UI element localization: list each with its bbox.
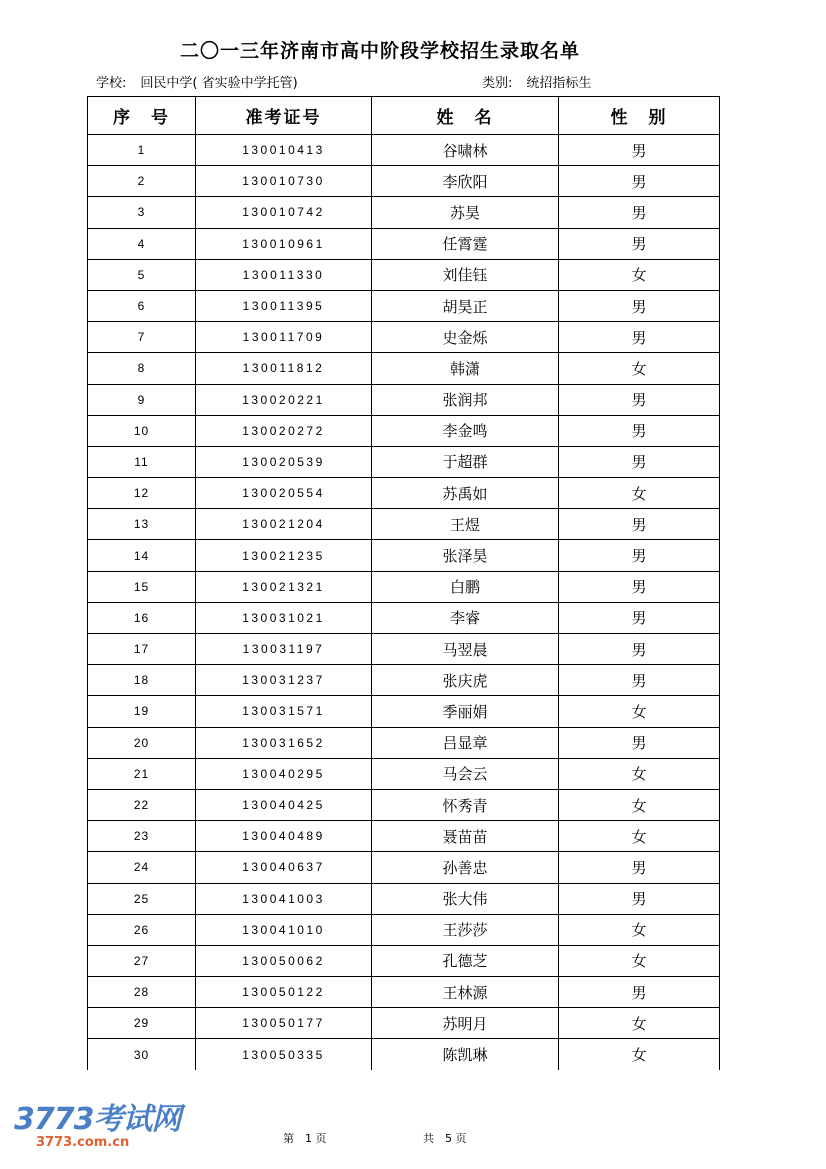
school-info (96, 72, 298, 91)
cell-name: 孙善忠 (372, 852, 559, 883)
table-row (88, 977, 720, 1008)
cell-gender: 男 (559, 571, 720, 602)
cell-exam-id: 130020272 (196, 415, 372, 446)
table-row (88, 384, 720, 415)
cell-name: 白鹏 (372, 571, 559, 602)
cell-seq: 12 (88, 478, 196, 509)
table-row (88, 696, 720, 727)
cell-gender: 男 (559, 384, 720, 415)
cell-gender: 女 (559, 945, 720, 976)
table-row (88, 415, 720, 446)
cell-name: 谷啸林 (372, 135, 559, 166)
cell-exam-id: 130021204 (196, 509, 372, 540)
cell-exam-id: 130011812 (196, 353, 372, 384)
cell-exam-id: 130040489 (196, 821, 372, 852)
category-info (482, 72, 591, 91)
table-row (88, 758, 720, 789)
cell-gender: 女 (559, 789, 720, 820)
table-row (88, 634, 720, 665)
table-row (88, 945, 720, 976)
table-row (88, 197, 720, 228)
cell-seq: 4 (88, 228, 196, 259)
table-body (88, 135, 720, 1070)
table-row (88, 259, 720, 290)
cell-gender: 男 (559, 166, 720, 197)
cell-exam-id: 130031652 (196, 727, 372, 758)
cell-name: 孔德芝 (372, 945, 559, 976)
table-row (88, 135, 720, 166)
cell-exam-id: 130050335 (196, 1039, 372, 1070)
cell-name: 于超群 (372, 446, 559, 477)
cell-seq: 17 (88, 634, 196, 665)
table-row (88, 166, 720, 197)
cell-exam-id: 130050062 (196, 945, 372, 976)
cell-name: 任霄霆 (372, 228, 559, 259)
cell-seq: 30 (88, 1039, 196, 1070)
cell-seq: 5 (88, 259, 196, 290)
cell-gender: 女 (559, 758, 720, 789)
cell-gender: 女 (559, 821, 720, 852)
cell-seq: 21 (88, 758, 196, 789)
cell-name: 苏禹如 (372, 478, 559, 509)
table-row (88, 665, 720, 696)
cell-exam-id: 130020539 (196, 446, 372, 477)
table-row (88, 1039, 720, 1070)
table-row (88, 353, 720, 384)
page-total: 共 5 页 (423, 1132, 467, 1145)
cell-seq: 27 (88, 945, 196, 976)
table-row (88, 602, 720, 633)
cell-gender: 女 (559, 259, 720, 290)
table-row (88, 322, 720, 353)
school-label: 学校: (96, 76, 127, 91)
cell-exam-id: 130031237 (196, 665, 372, 696)
cell-seq: 26 (88, 914, 196, 945)
cell-name: 胡昊正 (372, 290, 559, 321)
table-row (88, 883, 720, 914)
cell-name: 张庆虎 (372, 665, 559, 696)
table-row (88, 540, 720, 571)
cell-gender: 男 (559, 977, 720, 1008)
cell-exam-id: 130040425 (196, 789, 372, 820)
cell-seq: 8 (88, 353, 196, 384)
page-number: 第 1 页 (283, 1132, 327, 1145)
cell-name: 怀秀青 (372, 789, 559, 820)
cell-exam-id: 130020554 (196, 478, 372, 509)
cell-gender: 男 (559, 852, 720, 883)
cell-name: 王林源 (372, 977, 559, 1008)
header-name: 姓 名 (372, 97, 559, 135)
cell-name: 苏明月 (372, 1008, 559, 1039)
cell-seq: 3 (88, 197, 196, 228)
table-row (88, 852, 720, 883)
cell-name: 张泽昊 (372, 540, 559, 571)
cell-seq: 10 (88, 415, 196, 446)
cell-gender: 女 (559, 914, 720, 945)
cell-gender: 女 (559, 1039, 720, 1070)
cell-seq: 16 (88, 602, 196, 633)
cell-seq: 7 (88, 322, 196, 353)
cell-name: 王莎莎 (372, 914, 559, 945)
cell-gender: 女 (559, 478, 720, 509)
site-logo (14, 1104, 181, 1150)
cell-seq: 23 (88, 821, 196, 852)
category-label: 类别: (482, 76, 513, 91)
table-row (88, 1008, 720, 1039)
cell-name: 陈凯琳 (372, 1039, 559, 1070)
cell-name: 苏昊 (372, 197, 559, 228)
cell-gender: 男 (559, 602, 720, 633)
cell-name: 聂苗苗 (372, 821, 559, 852)
logo-main-text: 3773考试网 (14, 1102, 181, 1137)
table-row (88, 821, 720, 852)
cell-gender: 男 (559, 415, 720, 446)
cell-exam-id: 130021235 (196, 540, 372, 571)
cell-gender: 男 (559, 290, 720, 321)
cell-seq: 9 (88, 384, 196, 415)
cell-gender: 男 (559, 883, 720, 914)
cell-seq: 11 (88, 446, 196, 477)
cell-exam-id: 130010413 (196, 135, 372, 166)
cell-exam-id: 130040637 (196, 852, 372, 883)
header-exam-id: 准考证号 (196, 97, 372, 135)
table-header-row (88, 97, 720, 135)
cell-gender: 男 (559, 322, 720, 353)
cell-name: 马翌晨 (372, 634, 559, 665)
table-row (88, 789, 720, 820)
cell-name: 张大伟 (372, 883, 559, 914)
cell-name: 季丽娟 (372, 696, 559, 727)
cell-seq: 13 (88, 509, 196, 540)
cell-seq: 14 (88, 540, 196, 571)
cell-seq: 24 (88, 852, 196, 883)
cell-seq: 28 (88, 977, 196, 1008)
cell-seq: 6 (88, 290, 196, 321)
table-row (88, 478, 720, 509)
header-gender: 性 别 (559, 97, 720, 135)
cell-seq: 29 (88, 1008, 196, 1039)
cell-name: 韩潇 (372, 353, 559, 384)
table-row (88, 228, 720, 259)
cell-name: 马会云 (372, 758, 559, 789)
cell-exam-id: 130050122 (196, 977, 372, 1008)
table-row (88, 509, 720, 540)
cell-exam-id: 130010961 (196, 228, 372, 259)
table-row (88, 727, 720, 758)
cell-gender: 男 (559, 197, 720, 228)
cell-exam-id: 130011709 (196, 322, 372, 353)
cell-name: 吕显章 (372, 727, 559, 758)
cell-name: 史金烁 (372, 322, 559, 353)
cell-gender: 男 (559, 634, 720, 665)
school-value: 回民中学( 省实验中学托管) (140, 76, 298, 91)
cell-exam-id: 130031197 (196, 634, 372, 665)
cell-seq: 15 (88, 571, 196, 602)
cell-gender: 男 (559, 665, 720, 696)
cell-exam-id: 130050177 (196, 1008, 372, 1039)
cell-exam-id: 130040295 (196, 758, 372, 789)
cell-gender: 男 (559, 727, 720, 758)
cell-name: 李睿 (372, 602, 559, 633)
cell-exam-id: 130010730 (196, 166, 372, 197)
table-row (88, 290, 720, 321)
category-value: 统招指标生 (526, 76, 592, 91)
cell-name: 张润邦 (372, 384, 559, 415)
cell-gender: 女 (559, 353, 720, 384)
cell-seq: 22 (88, 789, 196, 820)
cell-gender: 女 (559, 696, 720, 727)
cell-gender: 男 (559, 509, 720, 540)
cell-seq: 18 (88, 665, 196, 696)
cell-gender: 男 (559, 446, 720, 477)
cell-gender: 女 (559, 1008, 720, 1039)
cell-exam-id: 130041010 (196, 914, 372, 945)
cell-seq: 19 (88, 696, 196, 727)
cell-gender: 男 (559, 135, 720, 166)
admission-table (87, 96, 720, 1070)
cell-gender: 男 (559, 228, 720, 259)
cell-seq: 25 (88, 883, 196, 914)
cell-exam-id: 130010742 (196, 197, 372, 228)
cell-name: 王煜 (372, 509, 559, 540)
table-row (88, 571, 720, 602)
cell-name: 刘佳钰 (372, 259, 559, 290)
document-title: 二〇一三年济南市高中阶段学校招生录取名单 (179, 40, 580, 62)
cell-exam-id: 130041003 (196, 883, 372, 914)
cell-exam-id: 130011395 (196, 290, 372, 321)
cell-name: 李欣阳 (372, 166, 559, 197)
logo-url-text: 3773.com.cn (36, 1135, 130, 1150)
cell-name: 李金鸣 (372, 415, 559, 446)
cell-seq: 20 (88, 727, 196, 758)
cell-exam-id: 130031571 (196, 696, 372, 727)
table-row (88, 914, 720, 945)
cell-seq: 2 (88, 166, 196, 197)
cell-exam-id: 130021321 (196, 571, 372, 602)
table-row (88, 446, 720, 477)
cell-exam-id: 130020221 (196, 384, 372, 415)
header-seq: 序 号 (88, 97, 196, 135)
cell-gender: 男 (559, 540, 720, 571)
cell-exam-id: 130031021 (196, 602, 372, 633)
cell-exam-id: 130011330 (196, 259, 372, 290)
cell-seq: 1 (88, 135, 196, 166)
